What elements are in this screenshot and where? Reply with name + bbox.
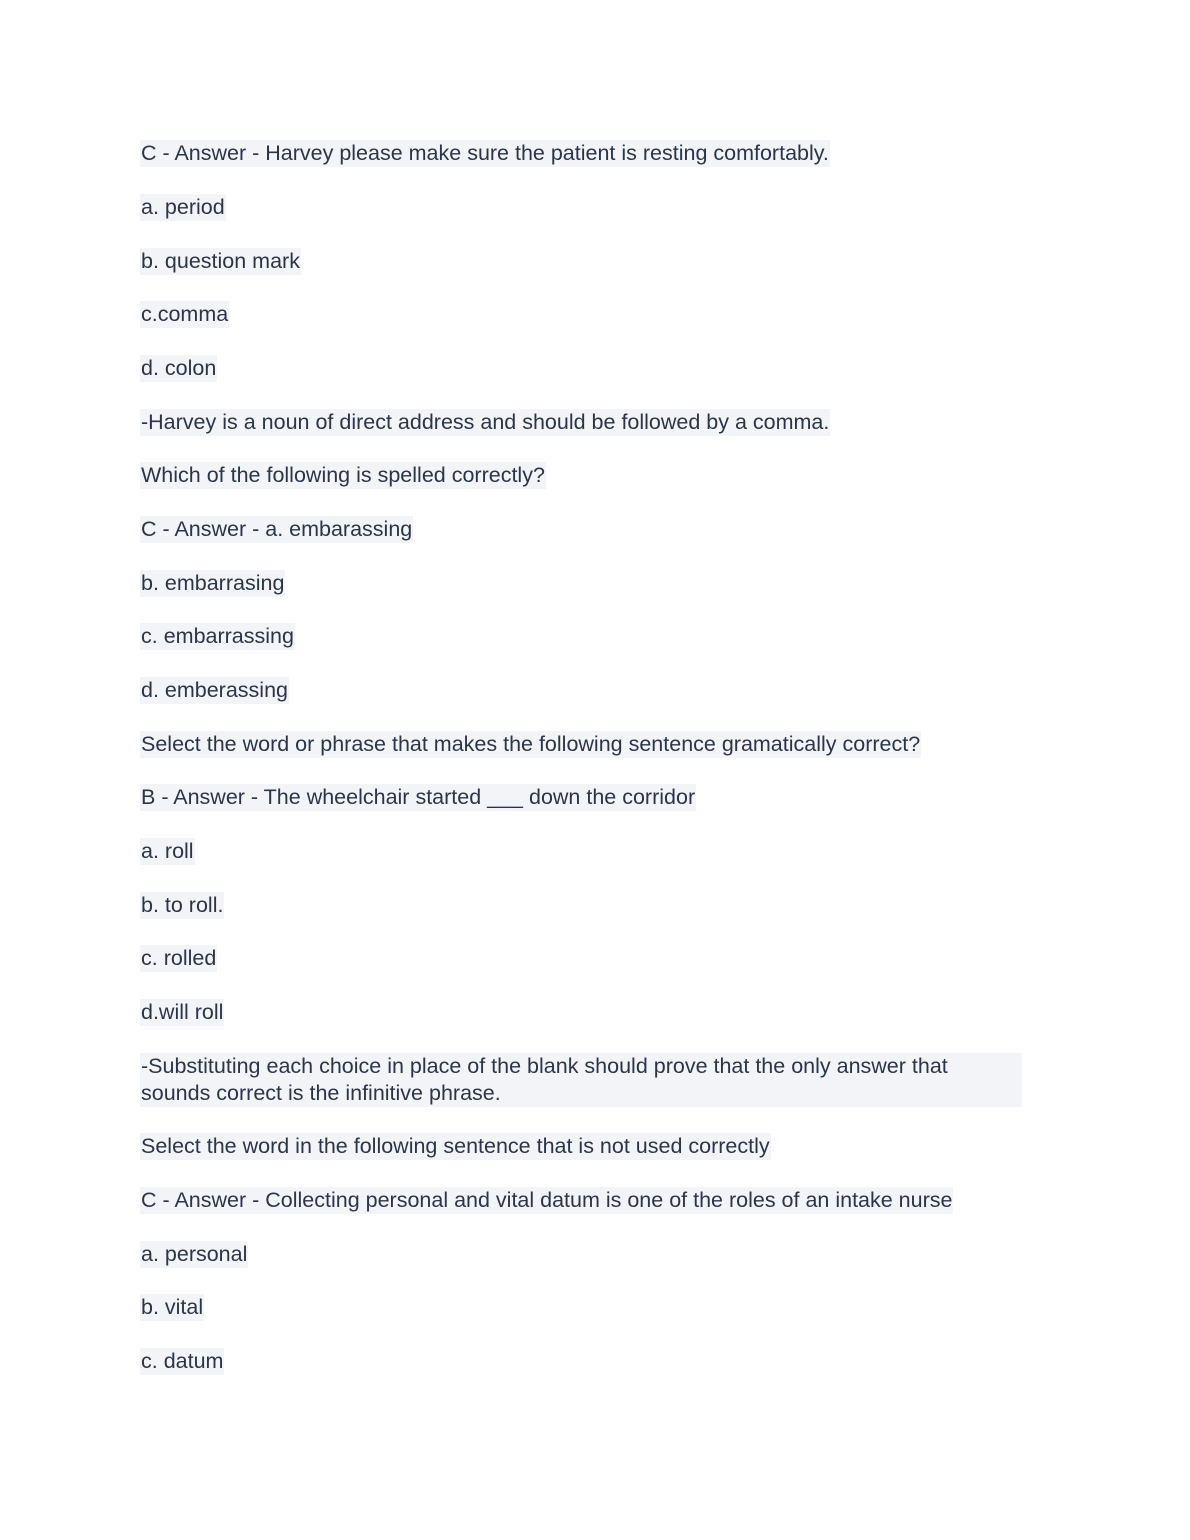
- option-line: b. embarrasing: [141, 571, 285, 595]
- option-line: c. rolled: [141, 946, 217, 970]
- option-line: a. period: [141, 195, 225, 219]
- option-line: b. vital: [141, 1295, 204, 1319]
- answer-line: B - Answer - The wheelchair started ___ down the corridor: [141, 785, 696, 809]
- option-line: d. colon: [141, 356, 217, 380]
- option-line: c. datum: [141, 1349, 224, 1373]
- answer-line: C - Answer - Collecting personal and vital datum is one of the roles of an intake nurse: [141, 1188, 953, 1212]
- option-line: b. to roll.: [141, 893, 224, 917]
- explanation-line: -Harvey is a noun of direct address and should be followed by a comma.: [141, 410, 830, 434]
- option-line: b. question mark: [141, 249, 300, 273]
- option-line: d. emberassing: [141, 678, 288, 702]
- option-line: c.comma: [141, 302, 229, 326]
- answer-line: C - Answer - a. embarassing: [141, 517, 413, 541]
- option-line: c. embarrassing: [141, 624, 294, 648]
- option-line: d.will roll: [141, 1000, 224, 1024]
- answer-line: C - Answer - Harvey please make sure the patient is resting comfortably.: [141, 141, 829, 165]
- option-line: a. personal: [141, 1242, 248, 1266]
- explanation-line: -Substituting each choice in place of the blank should prove that the only answer that sounds correct is the infinitive phrase.: [140, 1053, 1022, 1107]
- question-line: Select the word or phrase that makes the following sentence gramatically correct?: [141, 732, 921, 756]
- question-line: Select the word in the following sentence that is not used correctly: [141, 1134, 770, 1158]
- option-line: a. roll: [141, 839, 194, 863]
- question-line: Which of the following is spelled correctly?: [141, 463, 545, 487]
